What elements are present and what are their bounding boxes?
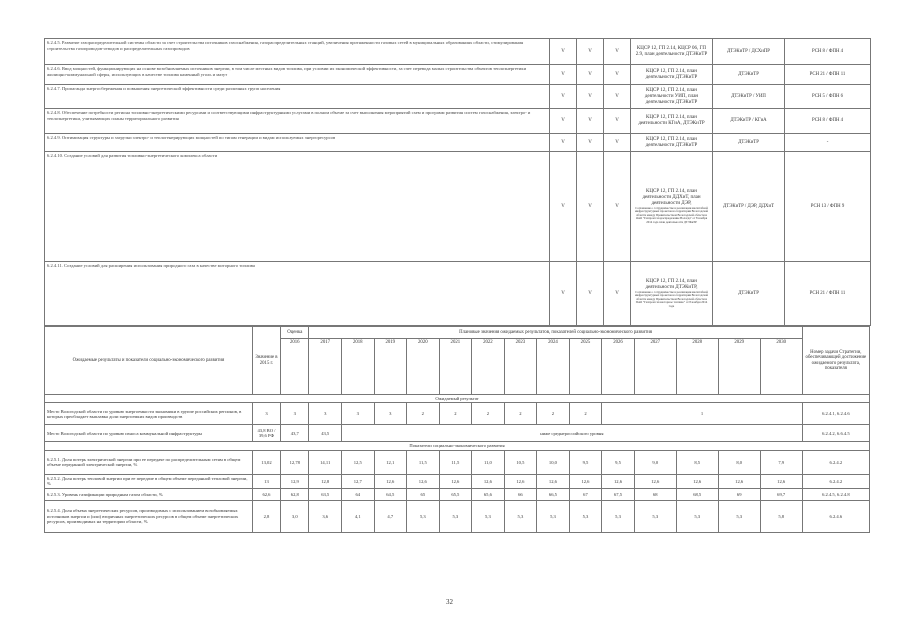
indicator-value: 12,78 <box>281 450 309 474</box>
expected-result-task-code: 6.2.4.2, 6.6.4.5 <box>802 425 869 442</box>
year-header: 2024 <box>537 339 570 395</box>
measure-row <box>45 65 871 85</box>
indicator-value: 12,6 <box>569 474 602 488</box>
indicator-value: 8,0 <box>718 450 760 474</box>
year-header: 2022 <box>472 339 505 395</box>
indicator-value: 12,6 <box>537 474 570 488</box>
section-expected-result: Ожидаемый результат <box>45 395 870 403</box>
base-value-header: Значение в 2015 г. <box>252 327 280 395</box>
stage-mark: V <box>604 134 631 152</box>
measure-source-text: КЦСР 12, ГП 2.14, КЦСР 06, ГП 2.9, план деятельности ДТЭКиТР <box>635 45 708 57</box>
indicator-value: 12,5 <box>341 450 374 474</box>
year-header: 2023 <box>504 339 537 395</box>
measure-description: 6.2.4.8. Обеспечение потребности региона топливно-энергетическими ресурсами и соответствующими инфраструктурными услугами в полном объеме за счет выполнения мероприятий схем и программ развития систем газоснабжения, электро- и теплоэнергетики, учитывающих планы территориального развития <box>45 109 550 134</box>
measure-source-text: КЦСР 12, ГП 2.14, план деятельности ДТЭКиТР <box>645 136 698 148</box>
expected-result-value: 2 <box>439 403 472 425</box>
expected-result-value: 2 <box>504 403 537 425</box>
measure-executor: ДТЭКиТР <box>713 134 785 152</box>
indicator-value: 5,3 <box>569 500 602 532</box>
measure-description: 6.2.4.11. Создание условий для расширения использования природного газа в качестве моторного топлива <box>45 262 550 326</box>
expected-result-value: 2 <box>472 403 505 425</box>
stage-mark: V <box>604 152 631 262</box>
expected-result-value: 43,5 <box>309 425 342 442</box>
indicator-value: 66 <box>504 488 537 500</box>
stage-mark: V <box>604 85 631 109</box>
measure-description: 6.2.4.5. Развитие газораспределительной системы области за счет строительства источников газоснабжения, газораспределительных станций, увеличения протяженности газовых сетей в муниципальных образованиях области, стимулирования строительства газопроводов-отводов и распределительных газопроводов <box>45 39 550 65</box>
indicator-value: 64,5 <box>374 488 407 500</box>
indicator-value: 13 <box>252 474 280 488</box>
stage-mark: V <box>577 262 604 326</box>
measure-executor: ДТЭКиТР <box>713 65 785 85</box>
indicator-value: 11,5 <box>407 450 440 474</box>
indicator-header-label: Ожидаемые результаты и показатели социально-экономического развития <box>45 327 253 395</box>
indicator-value: 5,3 <box>718 500 760 532</box>
indicator-value: 5,3 <box>676 500 718 532</box>
measure-code: РСН 8 / ФПН 4 <box>785 109 871 134</box>
measure-row <box>45 262 871 326</box>
year-header: 2020 <box>407 339 440 395</box>
indicator-value: 5,8 <box>760 500 802 532</box>
indicator-row <box>45 450 870 474</box>
measure-source <box>631 152 713 262</box>
measure-source <box>631 65 713 85</box>
indicator-value: 12,6 <box>602 474 635 488</box>
strategy-task-header: Номер задачи Стратегии, обеспечивающей достижение ожидаемого результата, показателя <box>802 327 869 395</box>
year-header: 2026 <box>602 339 635 395</box>
indicator-value: 69,7 <box>760 488 802 500</box>
indicator-value: 2,8 <box>252 500 280 532</box>
indicator-value: 12,6 <box>504 474 537 488</box>
stage-mark: V <box>577 152 604 262</box>
stage-mark: V <box>604 39 631 65</box>
indicator-value: 67,5 <box>602 488 635 500</box>
indicator-value: 10,5 <box>504 450 537 474</box>
expected-result-value: 2 <box>537 403 570 425</box>
year-header: 2029 <box>718 339 760 395</box>
year-header: 2021 <box>439 339 472 395</box>
measure-executor: ДТЭКиТР / КГиА <box>713 109 785 134</box>
year-header: 2018 <box>341 339 374 395</box>
measure-executor: ДТЭКиТР / УИП <box>713 85 785 109</box>
indicator-value: 12,6 <box>374 474 407 488</box>
plan-values-header: Плановые значения ожидаемых результатов, показателей социально-экономического развития <box>309 327 802 339</box>
indicator-label: 6.2.5.3. Уровень газификации природным газом области, % <box>45 488 253 500</box>
measure-row <box>45 39 871 65</box>
page-number: 32 <box>446 598 453 606</box>
indicator-value: 3,0 <box>281 500 309 532</box>
expected-result-task-code: 6.2.4.1, 6.2.4.6 <box>802 403 869 425</box>
indicator-value: 9,5 <box>602 450 635 474</box>
measure-description: 6.2.4.7. Пропаганда энергосбережения и повышения энергетической эффективности среди различных групп населения <box>45 85 550 109</box>
indicator-row <box>45 474 870 488</box>
section-indicators: Показатели социально-экономического развития <box>45 442 870 450</box>
indicator-value: 68 <box>634 488 676 500</box>
year-header: 2016 <box>281 339 309 395</box>
measure-executor: ДТЭКиТР / ДСХиПР <box>713 39 785 65</box>
indicator-value: 12,6 <box>760 474 802 488</box>
measure-code: РСН 21 / ФПН 11 <box>785 262 871 326</box>
indicator-value: 65 <box>407 488 440 500</box>
measure-description: 6.2.4.10. Создание условий для развития топливно-энергетического комплекса области <box>45 152 550 262</box>
year-header: 2017 <box>309 339 342 395</box>
indicator-value: 66,5 <box>537 488 570 500</box>
indicator-value: 14,11 <box>309 450 342 474</box>
expected-result-row-label: Место Вологодской области по уровню энергоемкости экономики в группе российских регионов, в которых преобладает выплавка доли энергоемких видов производств <box>45 403 253 425</box>
measure-code: РСН 8 / ФПН 4 <box>785 39 871 65</box>
stage-mark: V <box>550 262 577 326</box>
expected-result-merged-value: ниже среднероссийского уровня <box>341 425 802 442</box>
year-header: 2025 <box>569 339 602 395</box>
indicator-value: 12,1 <box>374 450 407 474</box>
indicator-value: 5,3 <box>602 500 635 532</box>
measure-executor: ДТЭКиТР <box>713 262 785 326</box>
indicator-value: 12,6 <box>472 474 505 488</box>
stage-mark: V <box>577 65 604 85</box>
measures-table <box>44 38 871 326</box>
measure-source-text: КЦСР 12, ГП 2.14, план деятельности УИП, план деятельности ДТЭКиТР <box>644 87 699 105</box>
measure-source <box>631 85 713 109</box>
measure-description: 6.2.4.6. Ввод мощностей, функционирующих на основе возобновляемых источников энергии, в том числе местных видов топлива, при условии их экономической эффективности, за счет перевода малых строительства объектов теплоэнергетики жилищно-коммунальной сферы, использующих в качестве топлива каменный уголь и мазут <box>45 65 550 85</box>
measure-code: РСН 13 / ФПН 9 <box>785 152 871 262</box>
indicator-value: 5,3 <box>472 500 505 532</box>
indicator-value: 5,3 <box>537 500 570 532</box>
stage-mark: V <box>550 109 577 134</box>
indicator-value: 63,5 <box>309 488 342 500</box>
indicator-value: 4,7 <box>374 500 407 532</box>
stage-mark: V <box>550 65 577 85</box>
measure-executor: ДТЭКиТР / ДЭР, ДДХиТ <box>713 152 785 262</box>
indicator-value: 10,0 <box>537 450 570 474</box>
indicator-value: 12,8 <box>309 474 342 488</box>
year-header: 2027 <box>634 339 676 395</box>
indicator-value: 12,6 <box>439 474 472 488</box>
measure-code: РСН 5 / ФПН 6 <box>785 85 871 109</box>
measure-row <box>45 109 871 134</box>
indicator-label: 6.2.5.4. Доля объема энергетических ресурсов, производимых с использованием возобновляемых источников энергии и (или) вторичных энергетических ресурсов в общем объеме энергетических ресурсов, производимых на территории области, % <box>45 500 253 532</box>
indicator-task-code: 6.2.4.2 <box>802 474 869 488</box>
indicator-value: 11,5 <box>439 450 472 474</box>
indicator-task-code: 6.2.4.2 <box>802 450 869 474</box>
measure-source <box>631 109 713 134</box>
measure-code: РСН 21 / ФПН 11 <box>785 65 871 85</box>
expected-result-value: 3 <box>309 403 342 425</box>
indicator-value: 4,1 <box>341 500 374 532</box>
indicator-value: 11,0 <box>472 450 505 474</box>
expected-result-merged-value: 1 <box>602 403 802 425</box>
stage-mark: V <box>577 109 604 134</box>
indicator-value: 12,6 <box>634 474 676 488</box>
stage-mark: V <box>550 134 577 152</box>
stage-mark: V <box>604 109 631 134</box>
document-page <box>44 38 870 533</box>
indicator-value: 7,9 <box>760 450 802 474</box>
measure-source-text: КЦСР 12, ГП 2.14, план деятельности ДТЭКиТР <box>645 68 698 80</box>
indicator-value: 5,3 <box>439 500 472 532</box>
indicator-value: 68,5 <box>676 488 718 500</box>
expected-result-value: 3 <box>341 403 374 425</box>
measure-source <box>631 134 713 152</box>
measure-description: 6.2.4.9. Оптимизация структуры и загрузки электро- и теплогенерирующих мощностей по типам генерации и видам используемых энергоресурсов <box>45 134 550 152</box>
year-header: 2028 <box>676 339 718 395</box>
indicator-value: 12,9 <box>281 474 309 488</box>
measure-source-text: КЦСР 12, ГП 2.14, план деятельности КГиА, ДТЭКиТР <box>638 115 705 126</box>
indicators-table <box>44 326 870 533</box>
indicator-value: 64 <box>341 488 374 500</box>
year-header: 2019 <box>374 339 407 395</box>
indicator-value: 13,02 <box>252 450 280 474</box>
expected-result-value: 2 <box>569 403 602 425</box>
expected-result-row-label: Место Вологодской области по уровню износа коммунальной инфраструктуры <box>45 425 253 442</box>
measure-row <box>45 85 871 109</box>
measure-source-text: КЦСР 12, ГП 2.14, план деятельности ДТЭКиТР, <box>645 278 698 290</box>
indicator-value: 65,6 <box>472 488 505 500</box>
indicator-row <box>45 488 870 500</box>
measure-source-note: Соглашение о сотрудничестве в реализации масштабной инфраструктурных проектов на территории Вологодской области между Правительством Вологодской области и ПАО "Газпром газомоторное топливо" от 8 ноября 2014 года <box>635 289 708 308</box>
indicator-value: 12,6 <box>407 474 440 488</box>
stage-mark: V <box>604 262 631 326</box>
indicator-label: 6.2.5.1. Доля потерь электрической энергии при ее передаче по распределительным сетям в общем объеме переданной электрической энергии, % <box>45 450 253 474</box>
indicator-task-code: 6.2.4.5, 6.2.4.8 <box>802 488 869 500</box>
indicator-value: 3,6 <box>309 500 342 532</box>
estimate-header: Оценка <box>281 327 309 339</box>
indicator-value: 5,3 <box>634 500 676 532</box>
expected-result-value: 3 <box>281 403 309 425</box>
indicator-value: 12,7 <box>341 474 374 488</box>
measure-source <box>631 262 713 326</box>
measure-row <box>45 134 871 152</box>
year-header: 2030 <box>760 339 802 395</box>
expected-result-value: 2 <box>407 403 440 425</box>
indicator-value: 8,5 <box>676 450 718 474</box>
indicator-label: 6.2.5.2. Доля потерь тепловой энергии при ее передаче в общем объеме переданной тепловой энергии, % <box>45 474 253 488</box>
stage-mark: V <box>577 39 604 65</box>
indicator-value: 12,6 <box>676 474 718 488</box>
indicator-value: 5,3 <box>504 500 537 532</box>
expected-result-base: 3 <box>252 403 280 425</box>
measure-source-text: КЦСР 12, ГП 2.14, план деятельности ДДХиТ, план деятельности ДЭР, <box>642 188 701 206</box>
indicator-row <box>45 500 870 532</box>
indicator-value: 5,3 <box>407 500 440 532</box>
expected-result-value: 3 <box>374 403 407 425</box>
stage-mark: V <box>550 85 577 109</box>
measure-code: - <box>785 134 871 152</box>
stage-mark: V <box>550 152 577 262</box>
indicator-task-code: 6.2.4.6 <box>802 500 869 532</box>
indicator-value: 12,6 <box>718 474 760 488</box>
stage-mark: V <box>577 134 604 152</box>
measure-row <box>45 152 871 262</box>
stage-mark: V <box>550 39 577 65</box>
indicator-value: 67 <box>569 488 602 500</box>
indicator-value: 69 <box>718 488 760 500</box>
indicator-value: 65,5 <box>439 488 472 500</box>
indicator-value: 62,6 <box>252 488 280 500</box>
indicator-value: 62,8 <box>281 488 309 500</box>
expected-result-base: 43,8 ВО / 39,6 РФ <box>252 425 280 442</box>
measure-source <box>631 39 713 65</box>
indicator-value: 9,5 <box>569 450 602 474</box>
stage-mark: V <box>604 65 631 85</box>
measure-source-note: Соглашение о сотрудничестве в реализации масштабной инфраструктурных проектов на территории Вологодской области между Правительством Вологодской области и ОАО "Газпром газораспределение Вологда" от 8 ноября 2014 года план деятельности ДТЭКиТР <box>635 205 708 224</box>
expected-result-value: 43,7 <box>281 425 309 442</box>
indicator-value: 9,0 <box>634 450 676 474</box>
stage-mark: V <box>577 85 604 109</box>
